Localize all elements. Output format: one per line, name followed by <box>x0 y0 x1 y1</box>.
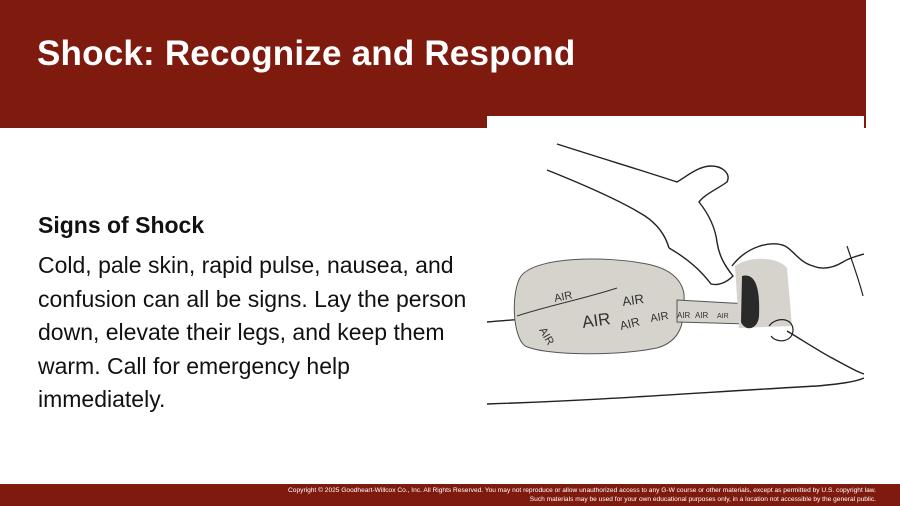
hair-line <box>847 246 863 296</box>
header-band <box>0 0 866 128</box>
airway-illustration-svg <box>487 116 864 421</box>
face-outline <box>787 331 864 374</box>
air-label: AIR <box>618 314 642 333</box>
body-outline-line <box>487 378 864 404</box>
air-label: AIR <box>717 313 729 320</box>
air-label: AIR <box>677 311 691 320</box>
section-heading: Signs of Shock <box>38 212 205 238</box>
air-label: AIR <box>695 311 709 320</box>
usage-notice-line: Such materials may be used for your own educational purposes only, in a location not accessible by the general public. <box>529 496 876 503</box>
air-label: AIR <box>553 289 574 305</box>
lung-shape <box>514 259 684 354</box>
air-label: AIR <box>536 325 556 348</box>
air-label: AIR <box>621 291 645 309</box>
air-label: AIR <box>580 309 612 332</box>
air-label: AIR <box>649 309 670 325</box>
body-text: Cold, pale skin, rapid pulse, nausea, and confusion can all be signs. Lay the person down, elevate their legs, and keep them warm. Call for emergency help immediately. <box>38 252 467 412</box>
footer-band <box>0 484 900 506</box>
airway-illustration <box>487 116 864 421</box>
slide-title: Shock: Recognize and Respond <box>37 34 576 73</box>
hand-outline <box>547 170 669 248</box>
copyright-line: Copyright © 2025 Goodheart-Willcox Co., Inc. All Rights Reserved. You may not reproduce or allow unauthorized access to any G-W course or other materials, except as permitted by U.S. copyright law. <box>288 487 876 494</box>
